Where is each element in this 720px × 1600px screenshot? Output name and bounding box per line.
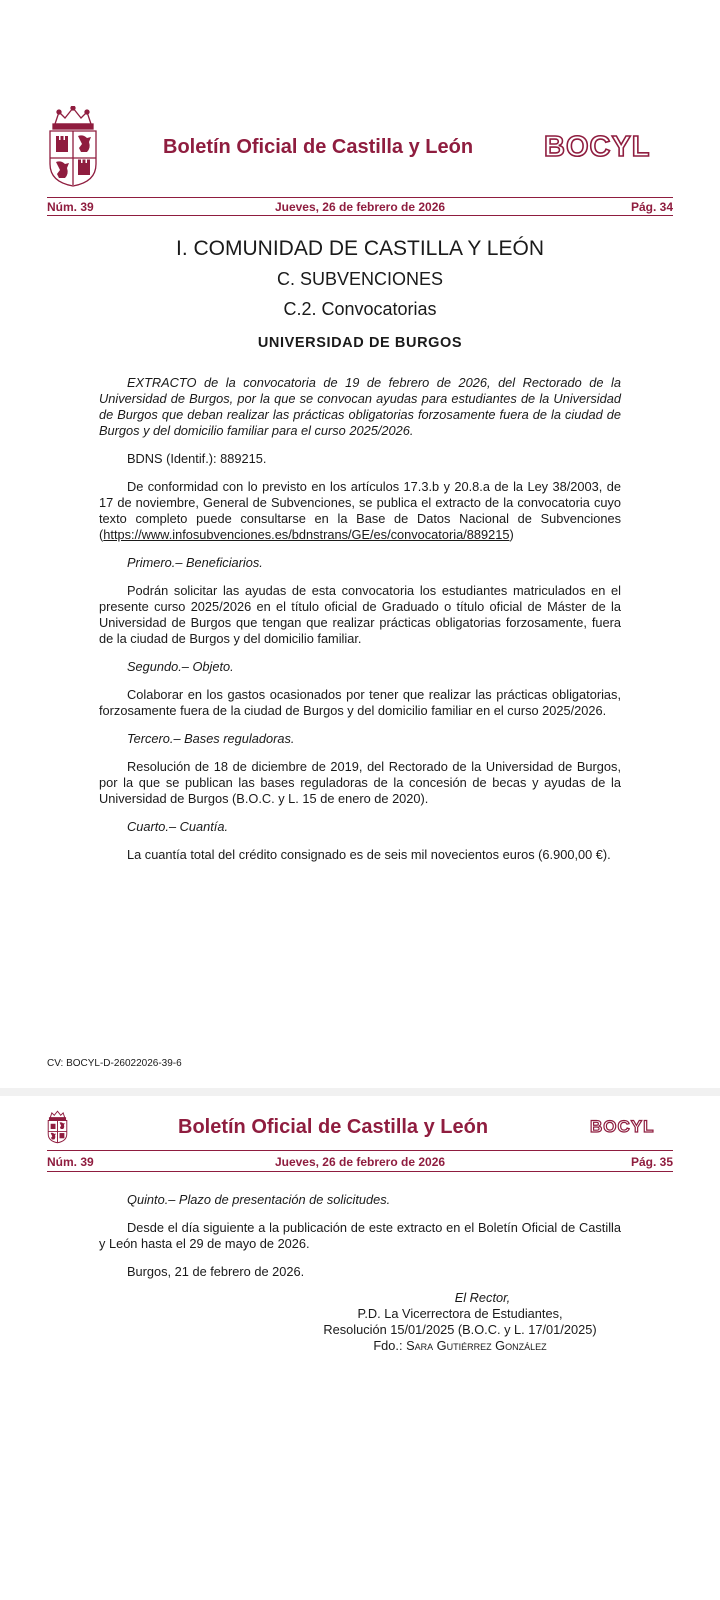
coat-of-arms-icon [47,106,99,188]
issue-date: Jueves, 26 de febrero de 2026 [274,200,446,214]
header-rule-top [47,1150,673,1151]
heading-cuarto: Cuarto.– Cuantía. [127,819,229,834]
paragraph-plazo: Desde el día siguiente a la publicación de este extracto en el Boletín Oficial de Castilla y León hasta el 29 de mayo de 2026. [99,1220,621,1251]
header-rule-bottom [47,1171,673,1172]
header-rule-top [47,197,673,198]
page-number: Pág. 34 [630,200,673,214]
bdns-link[interactable]: https://www.infosubvenciones.es/bdnstrans/GE/es/convocatoria/889215 [103,527,510,542]
document-body [99,1192,621,1292]
intro-paragraph [99,479,621,543]
cv-code: CV: BOCYL-D-26022026-39-6 [47,1058,182,1069]
heading-primero: Primero.– Beneficiarios. [127,555,263,570]
gazette-title: Boletín Oficial de Castilla y León [178,1116,489,1138]
signature-role: El Rector, [454,1290,511,1305]
intro-text-end: ) [509,527,514,542]
paragraph-beneficiarios: Podrán solicitar las ayudas de esta convocatoria los estudiantes matriculados en el presente curso 2025/2026 en el título oficial de Graduado o título oficial de Máster de la Universidad de Burgos que tengan que realizar prácticas obligatorias forzosamente, fuera de la ciudad de Burgos y del domicilio familiar. [99,583,621,646]
place-date: Burgos, 21 de febrero de 2026. [127,1264,305,1279]
signature-block [300,1290,620,1354]
document-body [99,375,621,875]
signed-prefix: Fdo.: [373,1338,407,1353]
issue-number: Núm. 39 [47,1155,94,1169]
header-rule-bottom [47,215,673,216]
heading-tercero: Tercero.– Bases reguladoras. [127,731,295,746]
issue-date: Jueves, 26 de febrero de 2026 [274,1155,446,1169]
coat-of-arms-icon [47,1110,68,1144]
paragraph-objeto: Colaborar en los gastos ocasionados por tener que realizar las prácticas obligatorias, forzosamente fuera de la ciudad de Burgos y del domicilio familiar en el curso 2025/2026. [99,687,621,718]
extract-paragraph: EXTRACTO de la convocatoria de 19 de febrero de 2026, del Rectorado de la Universidad de Burgos, por la que se convocan ayudas para estudiantes de la Universidad de Burgos que deban realizar las prácticas obligatorias forzosamente fuera de la ciudad de Burgos y del domicilio familiar para el curso 2025/2026. [99,375,621,438]
bocyl-logo: BOCYL [544,131,651,163]
signature-delegation: P.D. La Vicerrectora de Estudiantes, [357,1306,563,1321]
intro-text: De conformidad con lo previsto en los artículos 17.3.b y 20.8.a de la Ley 38/2003, de 17 de noviembre, General de Subvenciones, se publica el extracto de la convocatoria cuyo texto completo puede consultarse en la Base de Datos Nacional de Subvenciones ( [99,479,621,542]
bdns-identifier: BDNS (Identif.): 889215. [127,451,267,466]
section-heading: I. COMUNIDAD DE CASTILLA Y LEÓN [176,237,544,260]
entity-heading: UNIVERSIDAD DE BURGOS [257,335,463,351]
paragraph-cuantia: La cuantía total del crédito consignado es de seis mil novecientos euros (6.900,00 €). [127,847,611,862]
paragraph-bases: Resolución de 18 de diciembre de 2019, del Rectorado de la Universidad de Burgos, por la que se publican las bases reguladoras de la concesión de becas y ayudas de la Universidad de Burgos (B.O.C. y L. 15 de enero de 2020). [99,759,621,806]
heading-segundo: Segundo.– Objeto. [127,659,234,674]
page-35 [0,1096,720,1600]
subsubsection-heading: C.2. Convocatorias [283,299,437,319]
bocyl-logo: BOCYL [590,1117,655,1136]
signature-signed [300,1338,620,1354]
heading-quinto: Quinto.– Plazo de presentación de solicitudes. [127,1192,391,1207]
gazette-title: Boletín Oficial de Castilla y León [163,136,474,158]
signature-resolution: Resolución 15/01/2025 (B.O.C. y L. 17/01/2025) [323,1322,597,1337]
subsection-heading: C. SUBVENCIONES [276,269,444,289]
issue-number: Núm. 39 [47,200,94,214]
page-number: Pág. 35 [630,1155,673,1169]
signer-name: Sara Gutiérrez González [406,1338,547,1353]
